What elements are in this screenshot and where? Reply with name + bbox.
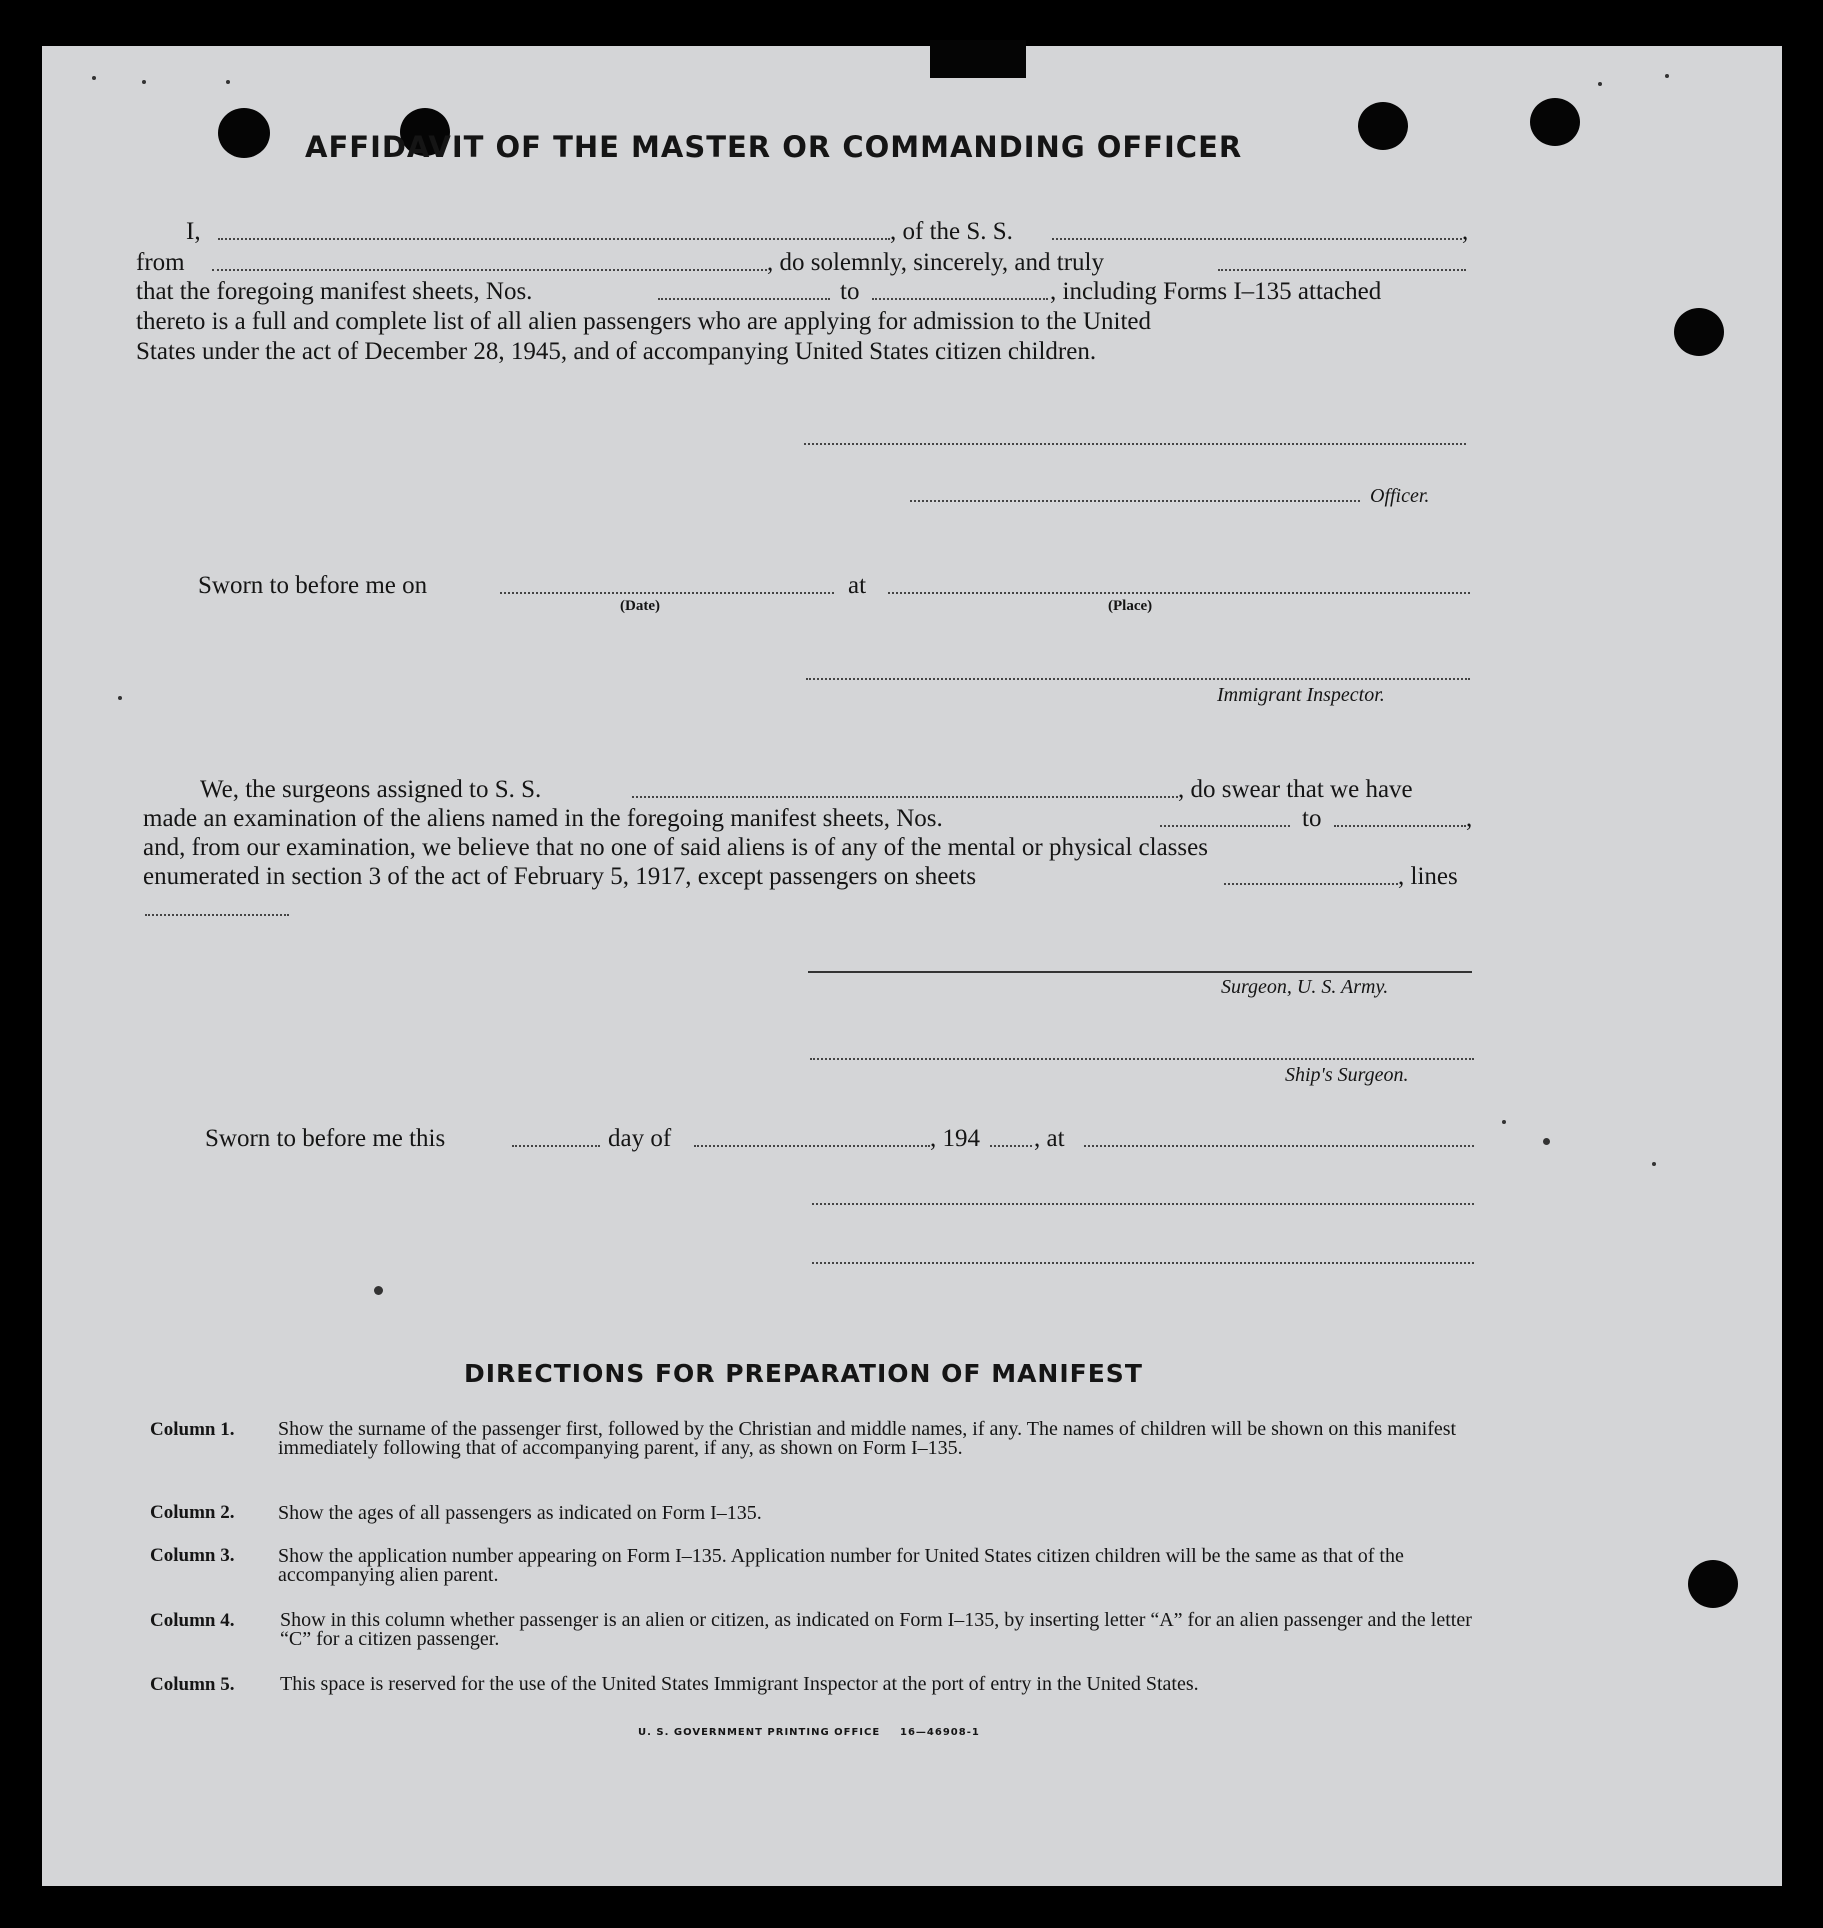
punch-hole xyxy=(1358,102,1408,150)
punch-hole xyxy=(218,108,270,158)
ship-name-field[interactable] xyxy=(1052,238,1462,240)
surgeons-sheet-from-field[interactable] xyxy=(1160,825,1290,827)
sworn2-signature-line-1[interactable] xyxy=(812,1203,1474,1205)
sworn2-month-field[interactable] xyxy=(694,1145,930,1147)
affidavit-line5: States under the act of December 28, 1945, and of accompanying United States citizen children. xyxy=(136,338,1097,365)
from-port-field[interactable] xyxy=(212,269,767,271)
punch-hole xyxy=(1688,1560,1738,1608)
surgeons-line4-b: , lines xyxy=(1398,863,1458,890)
army-surgeon-label: Surgeon, U. S. Army. xyxy=(1221,976,1389,998)
surgeons-line2-a: made an examination of the aliens named in the foregoing manifest sheets, Nos. xyxy=(143,805,943,832)
sworn2-at: , at xyxy=(1034,1125,1065,1152)
affidavit-title: AFFIDAVIT OF THE MASTER OR COMMANDING OFFICER xyxy=(305,130,1243,164)
ship-surgeon-signature-line[interactable] xyxy=(810,1058,1474,1060)
sworn2-year-field[interactable] xyxy=(990,1145,1032,1147)
declare-field[interactable] xyxy=(1218,269,1466,271)
speck xyxy=(1598,82,1602,86)
speck xyxy=(1502,1120,1506,1124)
column-1-label: Column 1. xyxy=(150,1419,235,1440)
column-2-text: Show the ages of all passengers as indicated on Form I–135. xyxy=(278,1502,762,1524)
affidavit-line1-ship: , of the S. S. xyxy=(890,218,1013,245)
affidavit-line1-i: I, xyxy=(186,218,201,245)
column-5-text: This space is reserved for the use of the United States Immigrant Inspector at the port of entry in the United States. xyxy=(280,1673,1199,1695)
affidavit-line4: thereto is a full and complete list of all alien passengers who are applying for admission to the United xyxy=(136,308,1152,335)
printer-imprint: U. S. GOVERNMENT PRINTING OFFICE xyxy=(638,1727,881,1738)
officer-signature-line-1[interactable] xyxy=(804,443,1466,445)
column-1-text: Show the surname of the passenger first, followed by the Christian and middle names, if any. The names of children will be shown on this manifest immediately following that of accompanying parent, if any, as shown on Form I–135. xyxy=(278,1418,1457,1459)
sworn-place-field[interactable] xyxy=(888,592,1470,594)
sworn2-day-of: day of xyxy=(608,1125,672,1152)
torn-tab xyxy=(930,40,1026,78)
ship-surgeon-label: Ship's Surgeon. xyxy=(1285,1064,1409,1086)
surgeons-line2-comma: , xyxy=(1466,805,1473,832)
affidavit-line2-solemnly: , do solemnly, sincerely, and truly xyxy=(767,249,1104,276)
officer-signature-line-2[interactable] xyxy=(910,500,1360,502)
date-caption: (Date) xyxy=(620,598,660,614)
sworn-at: at xyxy=(848,572,867,599)
except-lines-field[interactable] xyxy=(145,914,289,916)
affidavit-line3-to: to xyxy=(840,278,860,305)
sworn-before-me-on: Sworn to before me on xyxy=(198,572,428,599)
column-3-text: Show the application number appearing on Form I–135. Application number for United States citizen children will be the same as that of the accompanying alien parent. xyxy=(278,1545,1404,1586)
place-caption: (Place) xyxy=(1108,598,1153,614)
surgeons-ship-field[interactable] xyxy=(632,796,1178,798)
sworn2-year: , 194 xyxy=(930,1125,980,1152)
column-5-label: Column 5. xyxy=(150,1674,235,1695)
sheet-from-field[interactable] xyxy=(658,298,830,300)
speck xyxy=(142,80,146,84)
inspector-label: Immigrant Inspector. xyxy=(1217,684,1385,706)
sworn2-day-field[interactable] xyxy=(512,1145,600,1147)
affidavit-line2-from: from xyxy=(136,249,185,276)
surgeons-line1-a: We, the surgeons assigned to S. S. xyxy=(200,776,542,803)
sworn-date-field[interactable] xyxy=(500,592,834,594)
sworn2-place-field[interactable] xyxy=(1084,1145,1474,1147)
surgeons-line1-b: , do swear that we have xyxy=(1178,776,1413,803)
column-3-label: Column 3. xyxy=(150,1545,235,1566)
speck xyxy=(1543,1138,1550,1145)
surgeons-line2-to: to xyxy=(1302,805,1322,832)
column-2-label: Column 2. xyxy=(150,1502,235,1523)
speck xyxy=(226,80,230,84)
punch-hole xyxy=(1530,98,1580,146)
speck xyxy=(1665,74,1669,78)
punch-hole xyxy=(1674,308,1724,356)
sworn2-signature-line-2[interactable] xyxy=(812,1262,1474,1264)
inspector-signature-line[interactable] xyxy=(806,678,1470,680)
directions-title: DIRECTIONS FOR PREPARATION OF MANIFEST xyxy=(464,1359,1143,1388)
sheet-to-field[interactable] xyxy=(872,298,1048,300)
affidavit-line1-comma: , xyxy=(1462,218,1469,245)
army-surgeon-signature-line[interactable] xyxy=(808,971,1472,973)
speck xyxy=(118,696,122,700)
sworn2-lead: Sworn to before me this xyxy=(205,1125,446,1152)
speck xyxy=(1652,1162,1656,1166)
officer-label: Officer. xyxy=(1370,485,1430,507)
speck xyxy=(92,76,96,80)
surgeons-line3: and, from our examination, we believe that no one of said aliens is of any of the mental or physical classes xyxy=(143,834,1208,861)
form-code: 16—46908-1 xyxy=(900,1727,980,1738)
officer-name-field[interactable] xyxy=(218,238,890,240)
surgeons-line4-a: enumerated in section 3 of the act of February 5, 1917, except passengers on sheets xyxy=(143,863,977,890)
column-4-text: Show in this column whether passenger is an alien or citizen, as indicated on Form I–135, by inserting letter “A” for an alien passenger and the letter “C” for a citizen passenger. xyxy=(280,1609,1472,1650)
surgeons-sheet-to-field[interactable] xyxy=(1334,825,1466,827)
except-sheets-field[interactable] xyxy=(1224,883,1398,885)
affidavit-line3-forms: , including Forms I–135 attached xyxy=(1050,278,1382,305)
speck xyxy=(374,1286,383,1295)
column-4-label: Column 4. xyxy=(150,1610,235,1631)
affidavit-line3-sheets: that the foregoing manifest sheets, Nos. xyxy=(136,278,533,305)
